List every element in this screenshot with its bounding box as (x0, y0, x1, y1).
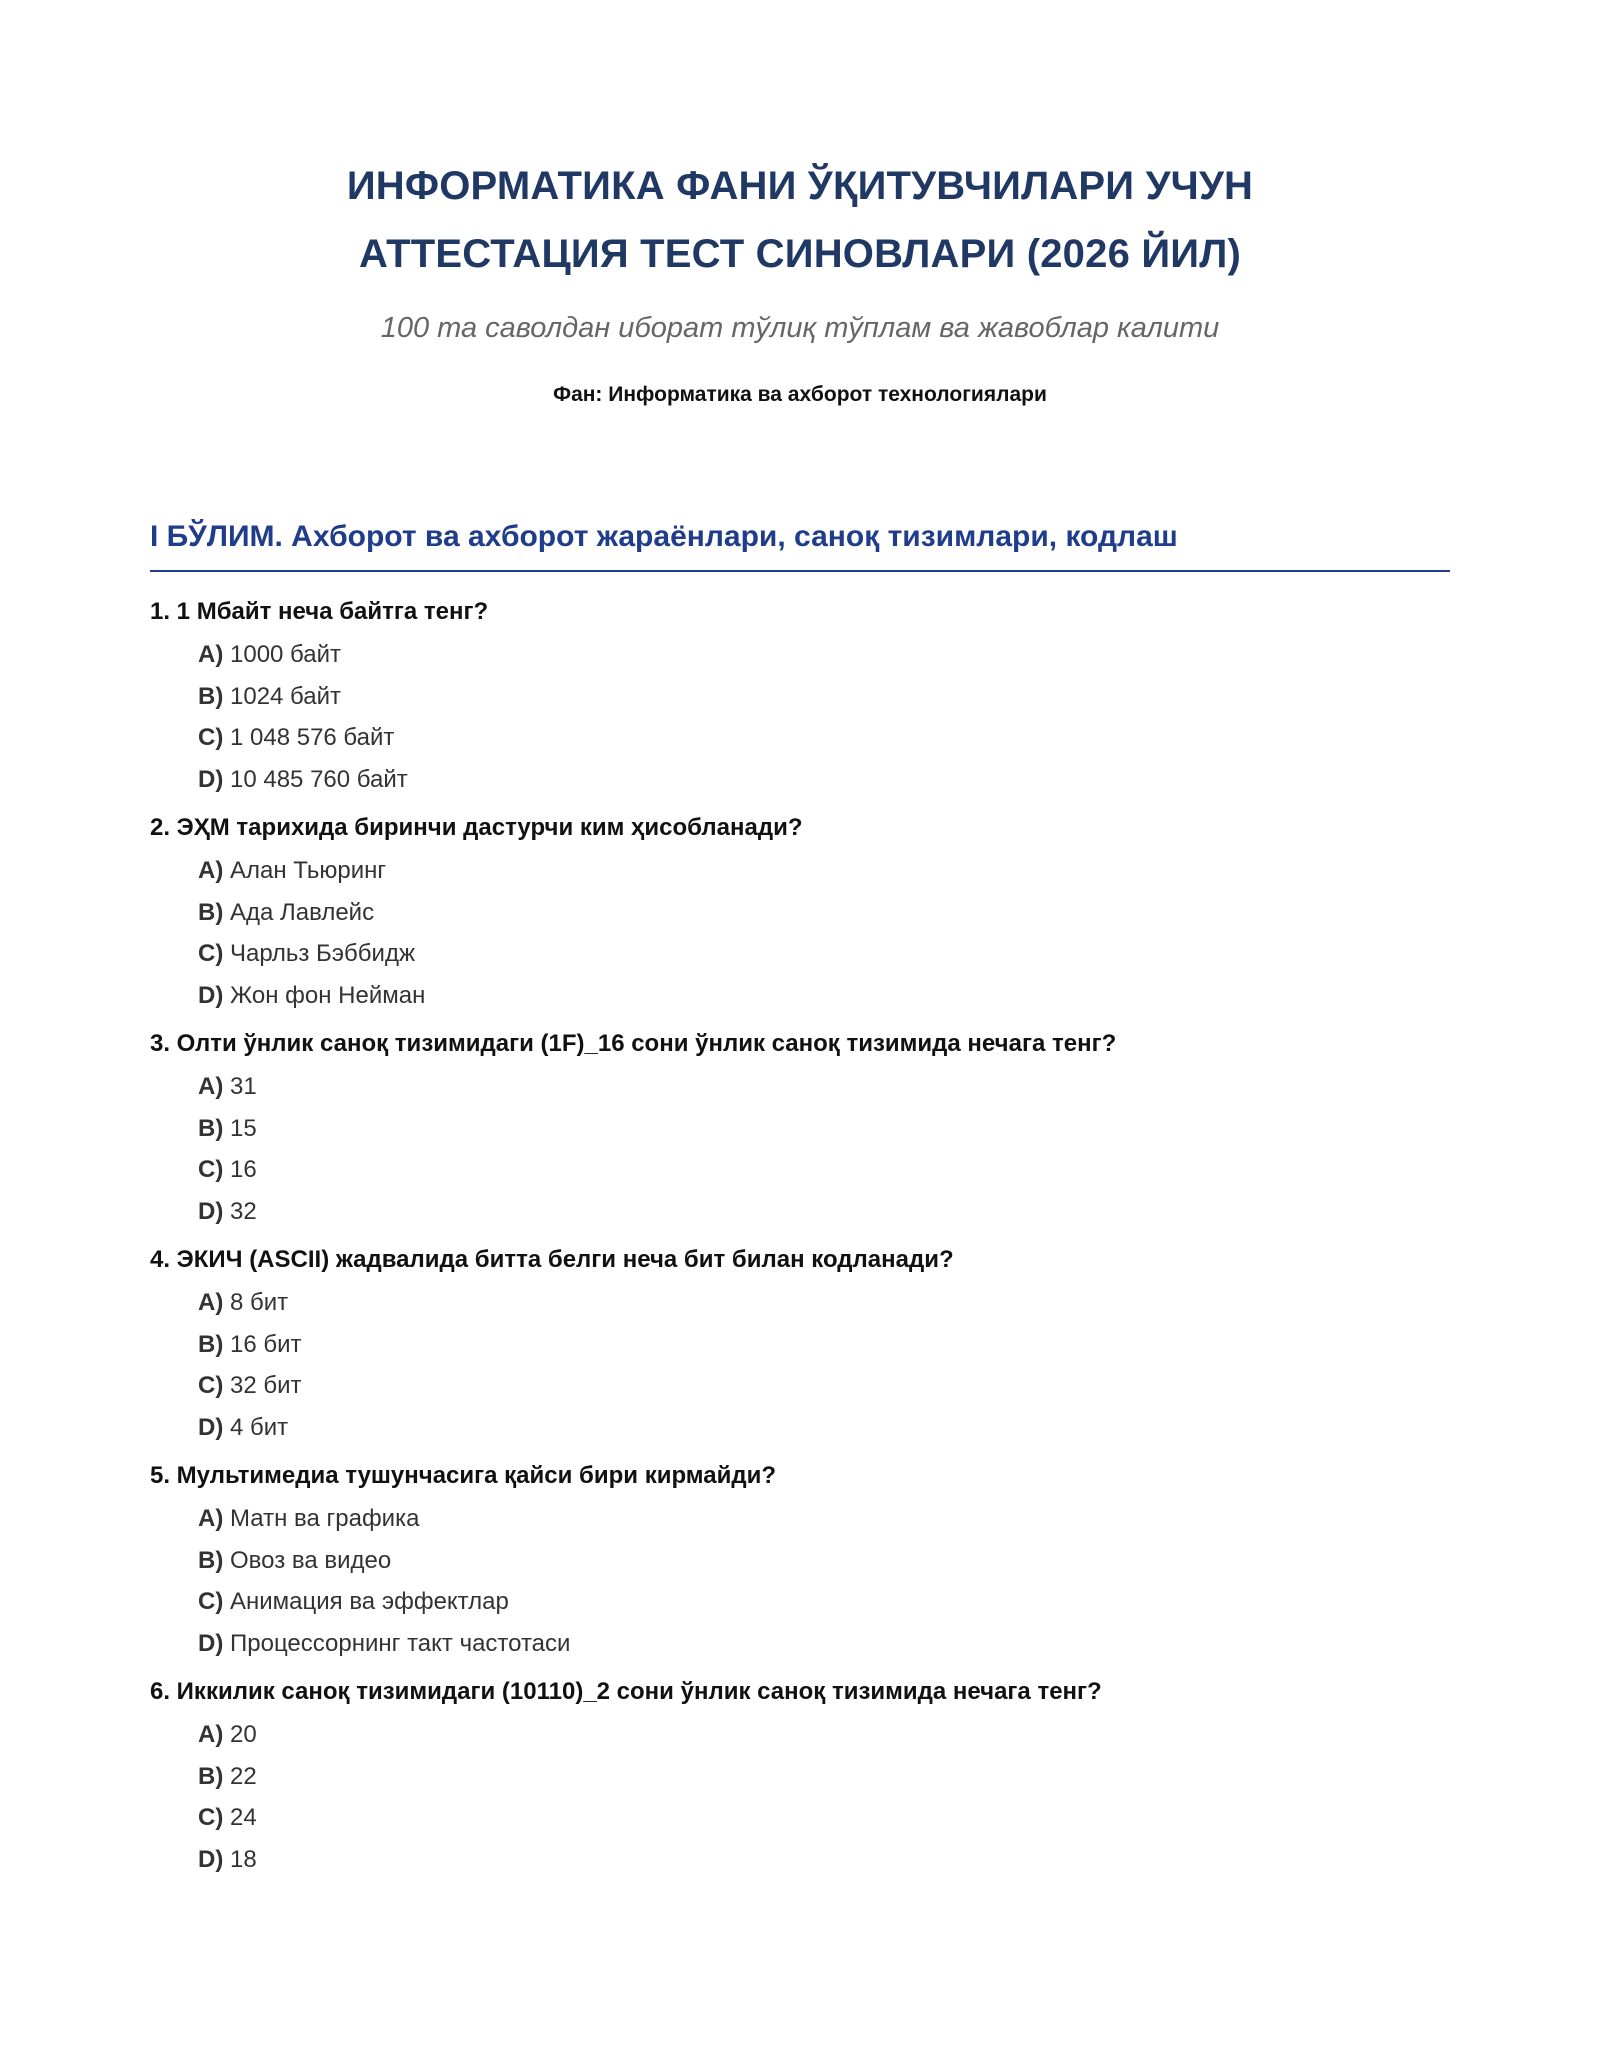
option-b (198, 892, 1450, 934)
option-letter: D) (198, 981, 224, 1009)
option-text: 1 048 576 байт (223, 724, 395, 751)
question-3 (150, 1022, 1450, 1232)
option-a (198, 1714, 1450, 1756)
option-text: Анимация ва эффектлар (223, 1588, 509, 1615)
option-letter: A) (198, 1073, 224, 1100)
question-5 (150, 1454, 1450, 1664)
option-d (198, 1407, 1450, 1449)
option-text: 15 (223, 1114, 257, 1142)
option-a (198, 1498, 1450, 1540)
option-text: 32 (223, 1197, 257, 1225)
question-text: 6. Иккилик саноқ тизимидаги (10110)_2 сони ўнлик саноқ тизимида нечага тенг? (150, 1678, 1102, 1705)
option-letter: C) (198, 1804, 224, 1831)
option-b (198, 1540, 1450, 1582)
option-letter: D) (198, 1629, 224, 1657)
option-text: 1000 байт (223, 641, 341, 668)
option-letter: C) (198, 724, 224, 751)
option-letter: B) (198, 1762, 224, 1790)
option-text: 31 (223, 1073, 257, 1100)
option-a (198, 1282, 1450, 1324)
option-b (198, 1756, 1450, 1798)
option-text: 20 (223, 1721, 257, 1748)
option-text: Чарльз Бэббидж (223, 940, 415, 967)
option-text: 18 (223, 1845, 257, 1873)
option-text: 24 (223, 1804, 257, 1831)
option-d (198, 975, 1450, 1017)
option-letter: C) (198, 1588, 224, 1615)
question-text: 1. 1 Мбайт неча байтга тенг? (150, 598, 489, 625)
option-text: 16 бит (223, 1330, 302, 1358)
option-b (198, 1108, 1450, 1150)
option-letter: D) (198, 1197, 224, 1225)
option-letter: B) (198, 1114, 224, 1142)
question-text: 2. ЭҲМ тарихида биринчи дастурчи ким ҳисобланади? (150, 814, 803, 841)
option-text: 1024 байт (223, 682, 341, 710)
option-a (198, 850, 1450, 892)
question-2 (150, 806, 1450, 1016)
option-text: Овоз ва видео (223, 1546, 392, 1574)
option-text: 32 бит (223, 1372, 302, 1399)
option-text: 22 (223, 1762, 257, 1790)
title-line-2: АТТЕСТАЦИЯ ТЕСТ СИНОВЛАРИ (2026 ЙИЛ) (358, 232, 1242, 276)
option-b (198, 676, 1450, 718)
question-text: 4. ЭКИЧ (ASCII) жадвалида битта белги неча бит билан кодланади? (150, 1246, 954, 1273)
title-line-1: ИНФОРМАТИКА ФАНИ ЎҚИТУВЧИЛАРИ УЧУН (346, 164, 1254, 208)
option-d (198, 1191, 1450, 1233)
subject-line: Фан: Информатика ва ахборот технологиялари (553, 383, 1047, 406)
option-letter: B) (198, 1546, 224, 1574)
question-4 (150, 1238, 1450, 1448)
option-letter: A) (198, 641, 224, 668)
question-list (150, 590, 1450, 1886)
option-d (198, 1839, 1450, 1881)
option-c (198, 1365, 1450, 1407)
option-letter: D) (198, 1845, 224, 1873)
option-c (198, 933, 1450, 975)
option-text: Ада Лавлейс (223, 898, 375, 926)
option-letter: A) (198, 857, 224, 884)
option-text: 16 (223, 1156, 257, 1183)
option-letter: B) (198, 682, 224, 710)
question-text: 5. Мультимедиа тушунчасига қайси бири кирмайди? (150, 1462, 776, 1489)
option-text: Жон фон Нейман (223, 981, 426, 1009)
option-letter: C) (198, 940, 224, 967)
option-letter: A) (198, 1505, 224, 1532)
question-6 (150, 1670, 1450, 1880)
option-letter: C) (198, 1156, 224, 1183)
option-letter: D) (198, 1413, 224, 1441)
option-c (198, 717, 1450, 759)
option-c (198, 1149, 1450, 1191)
option-text: 10 485 760 байт (223, 765, 408, 793)
option-text: 8 бит (223, 1289, 289, 1316)
option-d (198, 1623, 1450, 1665)
option-letter: D) (198, 765, 224, 793)
option-text: Алан Тьюринг (223, 857, 387, 884)
document-subtitle: 100 та саволдан иборат тўлиқ тўплам ва жавоблар калити (380, 312, 1220, 344)
document-title (0, 152, 1600, 288)
option-text: Матн ва графика (223, 1505, 420, 1532)
option-text: Процессорнинг такт частотаси (223, 1629, 571, 1657)
option-letter: C) (198, 1372, 224, 1399)
option-text: 4 бит (223, 1413, 289, 1441)
option-letter: A) (198, 1721, 224, 1748)
option-a (198, 1066, 1450, 1108)
option-a (198, 634, 1450, 676)
option-letter: B) (198, 1330, 224, 1358)
option-letter: B) (198, 898, 224, 926)
option-d (198, 759, 1450, 801)
option-b (198, 1324, 1450, 1366)
question-text: 3. Олти ўнлик саноқ тизимидаги (1F)_16 сони ўнлик саноқ тизимида нечага тенг? (150, 1030, 1117, 1057)
option-c (198, 1797, 1450, 1839)
option-c (198, 1581, 1450, 1623)
option-letter: A) (198, 1289, 224, 1316)
question-1 (150, 590, 1450, 800)
section-heading: I БЎЛИМ. Ахборот ва ахборот жараёнлари, саноқ тизимлари, кодлаш (150, 516, 1450, 572)
